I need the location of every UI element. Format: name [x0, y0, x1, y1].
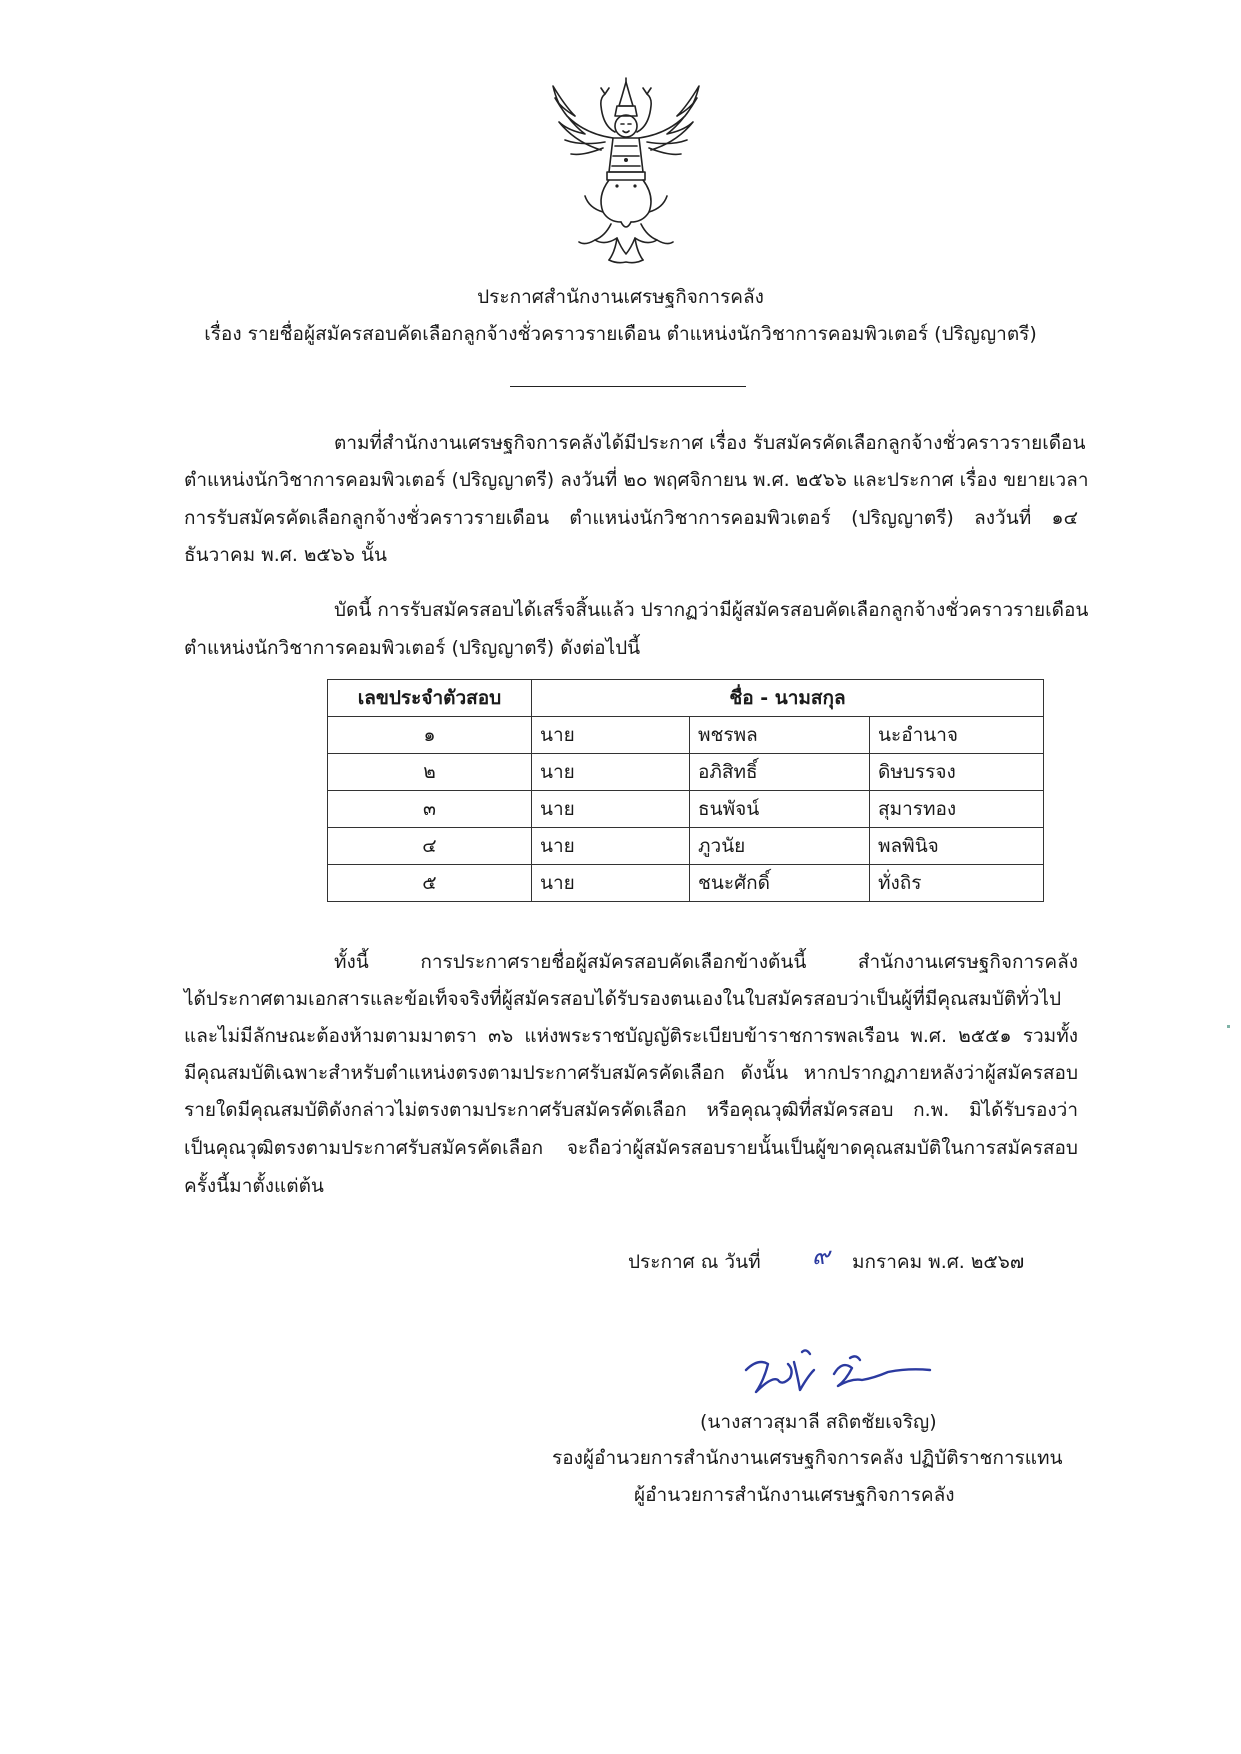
table-header-row	[328, 680, 1044, 717]
last-name-cell: ดิษบรรจง	[870, 754, 1044, 791]
name-title-cell: นาย	[532, 717, 690, 754]
last-name-cell: สุมารทอง	[870, 791, 1044, 828]
paragraph-line: ครั้งนี้มาตั้งแต่ต้น	[184, 1175, 324, 1197]
table-row	[328, 865, 1044, 902]
paragraph-line: ได้ประกาศตามเอกสารและข้อเท็จจริงที่ผู้สมัครสอบได้รับรองตนเองในใบสมัครสอบว่าเป็นผู้ที่มีคุณสมบัติทั่วไป	[184, 988, 1062, 1010]
paragraph-line: การรับสมัครคัดเลือกลูกจ้างชั่วคราวรายเดือน ตำแหน่งนักวิชาการคอมพิวเตอร์ (ปริญญาตรี) ลงวันที่ ๑๔	[184, 507, 1078, 529]
table-row	[328, 754, 1044, 791]
first-name-cell: ภูวนัย	[690, 828, 870, 865]
paragraph-line: มีคุณสมบัติเฉพาะสำหรับตำแหน่งตรงตามประกาศรับสมัครคัดเลือก ดังนั้น หากปรากฏภายหลังว่าผู้สมัครสอบ	[184, 1062, 1078, 1084]
last-name-cell: ทั่งถิร	[870, 865, 1044, 902]
name-title-cell: นาย	[532, 828, 690, 865]
exam-id-cell: ๓	[328, 791, 532, 828]
last-name-cell: นะอำนาจ	[870, 717, 1044, 754]
announcement-subject: เรื่อง รายชื่อผู้สมัครสอบคัดเลือกลูกจ้างชั่วคราวรายเดือน ตำแหน่งนักวิชาการคอมพิวเตอร์ (ปริญญาตรี)	[204, 323, 1037, 345]
garuda-emblem-icon	[545, 76, 707, 266]
first-name-cell: พชรพล	[690, 717, 870, 754]
exam-id-cell: ๒	[328, 754, 532, 791]
table-row	[328, 717, 1044, 754]
paragraph-line: บัดนี้ การรับสมัครสอบได้เสร็จสิ้นแล้ว ปรากฏว่ามีผู้สมัครสอบคัดเลือกลูกจ้างชั่วคราวรายเดือน	[334, 599, 1089, 621]
table-row	[328, 828, 1044, 865]
date-month-year: มกราคม พ.ศ. ๒๕๖๗	[852, 1251, 1025, 1273]
name-title-cell: นาย	[532, 754, 690, 791]
first-name-cell: ธนพัจน์	[690, 791, 870, 828]
handwritten-signature-icon	[738, 1340, 938, 1410]
name-title-cell: นาย	[532, 865, 690, 902]
title-divider	[510, 386, 746, 387]
table-row	[328, 791, 1044, 828]
date-prefix: ประกาศ ณ วันที่	[628, 1251, 761, 1273]
exam-id-cell: ๑	[328, 717, 532, 754]
paragraph-line: ธันวาคม พ.ศ. ๒๕๖๖ นั้น	[184, 544, 387, 566]
paragraph-line: รายใดมีคุณสมบัติดังกล่าวไม่ตรงตามประกาศรับสมัครคัดเลือก หรือคุณวุฒิที่สมัครสอบ ก.พ. มิได้รับรองว่า	[184, 1099, 1078, 1121]
paragraph-line: ตามที่สำนักงานเศรษฐกิจการคลังได้มีประกาศ เรื่อง รับสมัครคัดเลือกลูกจ้างชั่วคราวรายเดือน	[334, 432, 1086, 454]
scan-speck	[1227, 1025, 1230, 1028]
paragraph-line: ตำแหน่งนักวิชาการคอมพิวเตอร์ (ปริญญาตรี) ดังต่อไปนี้	[184, 637, 641, 659]
announcement-heading: ประกาศสำนักงานเศรษฐกิจการคลัง	[477, 286, 764, 308]
paragraph-line: และไม่มีลักษณะต้องห้ามตามมาตรา ๓๖ แห่งพระราชบัญญัติระเบียบข้าราชการพลเรือน พ.ศ. ๒๕๕๑ รวมทั้ง	[184, 1025, 1078, 1047]
exam-id-cell: ๔	[328, 828, 532, 865]
signer-position: รองผู้อำนวยการสำนักงานเศรษฐกิจการคลัง ปฏิบัติราชการแทน	[552, 1447, 1063, 1469]
last-name-cell: พลพินิจ	[870, 828, 1044, 865]
column-header-exam-id: เลขประจำตัวสอบ	[328, 680, 532, 717]
signer-position-2: ผู้อำนวยการสำนักงานเศรษฐกิจการคลัง	[634, 1484, 955, 1506]
candidates-table	[327, 679, 1044, 902]
column-header-full-name: ชื่อ - นามสกุล	[532, 680, 1044, 717]
paragraph-line: ทั้งนี้ การประกาศรายชื่อผู้สมัครสอบคัดเลือกข้างต้นนี้ สำนักงานเศรษฐกิจการคลัง	[334, 951, 1078, 973]
name-title-cell: นาย	[532, 791, 690, 828]
exam-id-cell: ๕	[328, 865, 532, 902]
paragraph-line: เป็นคุณวุฒิตรงตามประกาศรับสมัครคัดเลือก จะถือว่าผู้สมัครสอบรายนั้นเป็นผู้ขาดคุณสมบัติในการสมัครสอบ	[184, 1137, 1078, 1159]
paragraph-line: ตำแหน่งนักวิชาการคอมพิวเตอร์ (ปริญญาตรี) ลงวันที่ ๒๐ พฤศจิกายน พ.ศ. ๒๕๖๖ และประกาศ เรื่อง ขยายเวลา	[184, 469, 1089, 491]
first-name-cell: อภิสิทธิ์	[690, 754, 870, 791]
signer-name: (นางสาวสุมาลี สถิตชัยเจริญ)	[700, 1411, 937, 1433]
first-name-cell: ชนะศักดิ์	[690, 865, 870, 902]
date-day-handwritten: ๙	[812, 1242, 830, 1270]
